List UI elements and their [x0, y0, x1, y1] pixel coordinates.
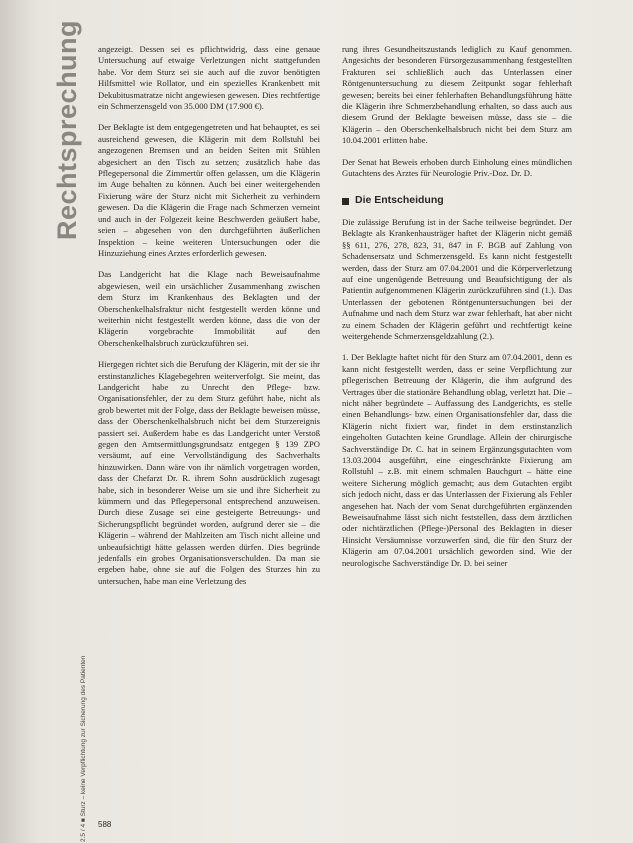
paragraph: Der Senat hat Beweis erhoben durch Einholung eines mündlichen Gutachtens des Arztes für Neurologie Priv.-Doz. Dr. D. [342, 156, 572, 179]
paragraph: Die zulässige Berufung ist in der Sache teilweise begründet. Der Beklagte als Krankenhausträger haftet der Klägerin nicht gemäß §§ 611, 276, 278, 823, 31, 847 in F. BGB auf Zahlung von Schadensersatz und Schmerzensgeld. Es kann nicht festgestellt werden, dass der Sturz am 07.04.2001 und die Körperverletzung auf eine ungenügende Betreuung und Beaufsichtigung der als Patientin aufgenommenen Klägerin zurückzuführen sind (1.). Das Unterlassen der gebotenen Röntgenuntersuchungen bei der Aufnahme und nach dem Sturz war zwar fehlerhaft, hat aber nicht zu einem Schaden der Klägerin geführt und rechtfertigt keine weitergehende Schmerzensgeldzahlung (2.). [342, 216, 572, 341]
page-number: 588 [98, 820, 112, 829]
paragraph: Der Beklagte ist dem entgegengetreten und hat behauptet, es sei ausreichend gewesen, die Klägerin mit dem Rollstuhl bei angezogenen Bremsen und an beiden Seiten mit Stühlen abgesichert an den Tisch zu setzen; zusätzlich habe das Pflegepersonal die Zimmertür offen gelassen, um die Klägerin im Auge behalten zu können. Auch bei einer weitergehenden Fixierung wäre der Sturz nicht mit Sicherheit zu verhindern gewesen. Da die Klägerin die Frage nach Schmerzen verneint und auch in der Folgezeit keine Beschwerden geäußert habe, seien – abgesehen von den durchgeführten äußerlichen Inspektion – keine weiteren Untersuchungen oder die Hinzuziehung eines Arztes erforderlich gewesen. [98, 122, 320, 258]
paragraph: 1. Der Beklagte haftet nicht für den Sturz am 07.04.2001, denn es kann nicht festgestellt werden, dass er seine Verpflichtung zur pflegerischen Betreuung der Klägerin, die ihm aufgrund des Vertrages über die stationäre Behandlung oblag, verletzt hat. Die – nicht näher begründete – Auffassung des Landgerichts, es stelle einen Behandlungs- bzw. einen Organisationsfehler dar, dass die Klägerin nicht fixiert war, findet in dem erstinstanzlich eingeholten Gutachten keine Grundlage. Allein der chirurgische Sachverständige Dr. C. hat in seinem Ergänzungsgutachten vom 13.03.2004 ausgeführt, eine eingeschränkte Fixierung am Rollstuhl – z.B. mit einem schmalen Bauchgurt – hätte eine weitere Sicherung möglich gemacht; aus dem Gutachten ergibt sich jedoch nicht, dass er das Unterlassen der Fixierung als Fehler angesehen hat. Nach der vom Senat durchgeführten ergänzenden Beweisaufnahme lässt sich nicht feststellen, dass dem ärztlichen oder nichtärztlichen (Pflege-)Personal des Beklagten in dieser Hinsicht Versäumnisse vorzuwerfen sind, die für den Sturz der Klägerin am 07.04.2001 ursächlich geworden sind. Wie der neurologische Sachverständige Dr. D. bei seiner [342, 352, 572, 568]
paragraph: Das Landgericht hat die Klage nach Beweisaufnahme abgewiesen, weil ein ursächlicher Zusammenhang zwischen dem Sturz im Krankenhaus des Beklagten und der Oberschenkelhalsfraktur nicht festgestellt werden könne und weiterhin nicht festgestellt werden könne, dass die von der Klägerin vorgebrachte Immobilität auf den Oberschenkelhalsbruch zurückzuführen sei. [98, 269, 320, 348]
left-column [98, 44, 320, 597]
side-footer-text: 2.5 / 4 ■ Sturz – keine Verpflichtung zur Sicherung des Patienten [80, 655, 87, 842]
paragraph: angezeigt. Dessen sei es pflichtwidrig, dass eine genaue Untersuchung auf etwaige Verletzungen nicht stattgefunden habe. Vor dem Sturz sei sie auch auf die zuvor benötigten Hilfsmittel wie Rollator, und ein spezielles Krankenbett mit Dekubitusmatratze nicht angewiesen gewesen. Dies rechtfertige ein Schmerzensgeld von 35.000 DM (17.900 €). [98, 44, 320, 112]
right-column [342, 44, 572, 579]
square-bullet-icon [342, 198, 349, 205]
section-heading-text: Die Entscheidung [355, 194, 444, 207]
paragraph: Hiergegen richtet sich die Berufung der Klägerin, mit der sie ihr erstinstanzliches Klagebegehren weiterverfolgt. Sie meint, das Landgericht habe zu Unrecht den Pflege- bzw. Organisationsfehler, der zu dem Sturz geführt habe, nicht als grob bewertet mit der Folge, dass der Beklagte beweisen müsse, dass der Oberschenkelhalsbruch nicht bei dem Sturzereignis passiert sei. Außerdem habe es das Landgericht unter Verstoß gegen den Amtsermittlungsgrundsatz entgegen § 139 ZPO versäumt, auf eine Vervollständigung des Sachverhalts hinzuwirken. Dann wäre von ihr nämlich vorgetragen worden, dass der Chefarzt Dr. R. ihrem Sohn ausdrücklich zugesagt habe, sich in besonderer Weise um sie und ihre Sicherheit zu kümmern und das Pflegepersonal entsprechend anzuweisen. Durch diese Zusage sei eine gesteigerte Betreuungs- und Sicherungspflicht begründet worden, aufgrund derer sie – die Klägerin – während der Mahlzeiten am Tisch nicht alleine und unbeaufsichtigt hätte gelassen werden dürfen. Dies begründe jedenfalls ein grobes Organisationsverschulden. Da man sie ergeben habe, ohne sie auf die Folgen des Sturzes hin zu untersuchen, habe man eine Verletzung des [98, 359, 320, 586]
paragraph: rung ihres Gesundheitszustands lediglich zu Kauf genommen. Angesichts der besonderen Fürsorgezusammenhang festgestellten Frakturen sei schließlich auch das Unterlassen einer Röntgenuntersuchung zu diesem Zeitpunkt sogar fehlerhaft gewesen; bereits bei einer fehlerhaften Behandlungsführung hätte die Klägerin ihre Schmerzbehandlung erhalten, so dass auch aus diesem Grund der Beklagte beweisen müsse, dass sie – die Klägerin – den Oberschenkelhalsbruch nicht bei dem Sturz am 10.04.2001 erlitten habe. [342, 44, 572, 146]
section-heading [342, 195, 572, 206]
section-side-title: Rechtsprechung [52, 19, 82, 240]
